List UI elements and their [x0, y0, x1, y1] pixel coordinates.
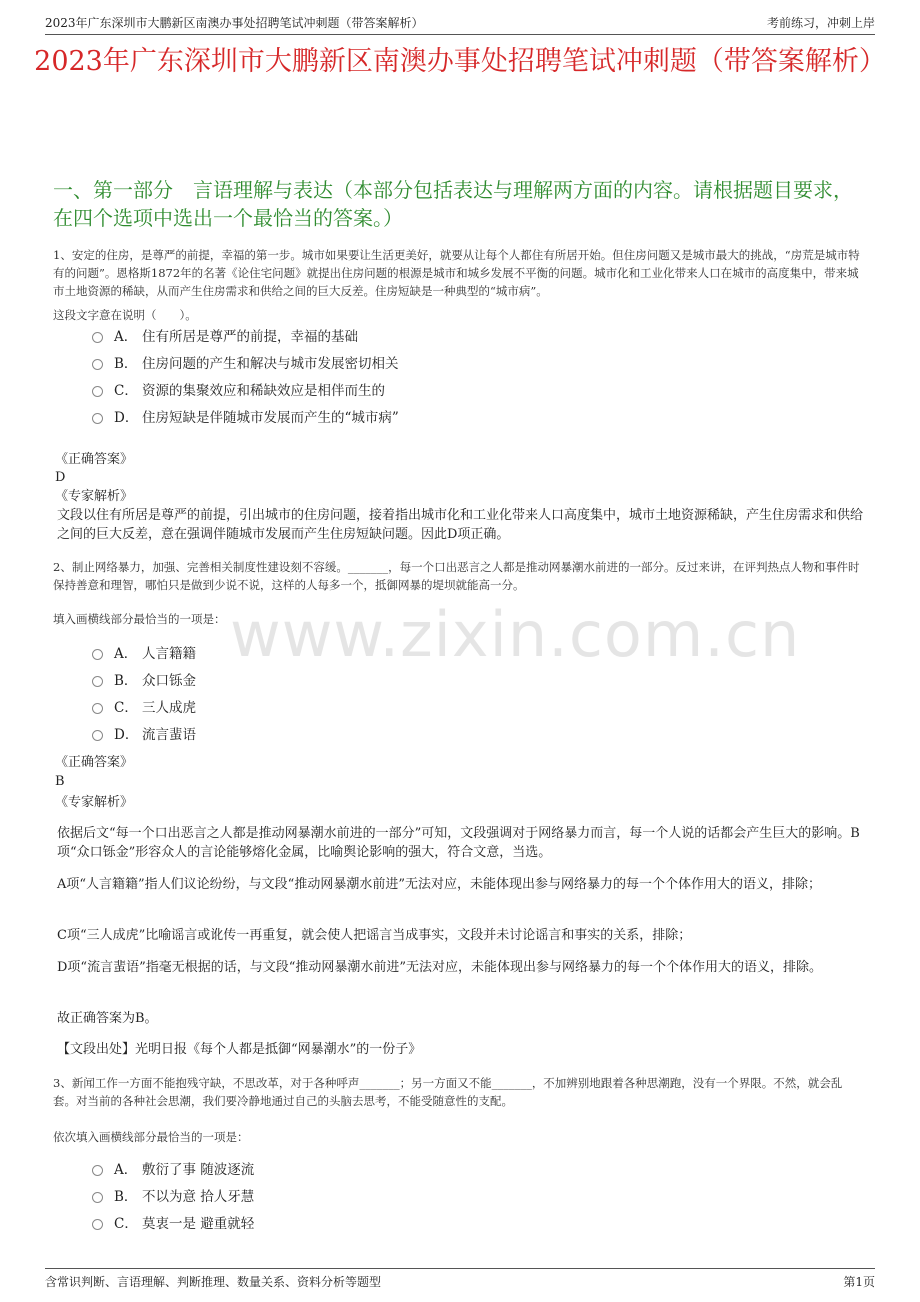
radio-icon[interactable]: [92, 730, 103, 741]
q1-stem: 1、安定的住房，是尊严的前提，幸福的第一步。城市如果要让生活更美好，就要从让每个人都住有所居开始。但住房问题又是城市最大的挑战，“房荒是城市特有的问题”。恩格斯1872年的名著《论住宅问题》就提出住房问题的根源是城市和城乡发展不平衡的问题。城市化和工业化带来人口在城市的高度集中，带来城市土地资源的稀缺，从而产生住房需求和供给之间的巨大反差。住房短缺是一种典型的“城市病”。: [53, 248, 860, 298]
option-text: 流言蜚语: [142, 727, 196, 743]
q2-stem: 2、制止网络暴力，加强、完善相关制度性建设刻不容缓。_______，每一个口出恶言之人都是推动网暴潮水前进的一部分。反过来讲，在评判热点人物和事件时保持善意和理智，哪怕只是做到少说不说，这样的人每多一个，抵御网暴的堤坝就能高一分。: [53, 560, 860, 592]
header-doc-title: 2023年广东深圳市大鹏新区南澳办事处招聘笔试冲刺题（带答案解析）: [45, 16, 424, 30]
page-header: [45, 12, 875, 35]
option-text: 住有所居是尊严的前提，幸福的基础: [142, 329, 358, 345]
radio-icon[interactable]: [92, 332, 103, 343]
radio-icon[interactable]: [92, 1219, 103, 1230]
option-letter: C．: [114, 1216, 138, 1232]
watermark: www.zixin.com.cn: [230, 598, 801, 671]
option-letter: C．: [114, 383, 138, 399]
radio-icon[interactable]: [92, 413, 103, 424]
q3-prompt: 依次填入画横线部分最恰当的一项是：: [53, 1130, 249, 1144]
q2-analysis-label: 《专家解析》: [55, 795, 134, 810]
option-letter: A．: [114, 329, 138, 345]
radio-icon[interactable]: [92, 649, 103, 660]
option-text: 三人成虎: [142, 700, 196, 716]
option-letter: B．: [114, 1189, 138, 1205]
q2-analysis-para: C项“三人成虎”比喻谣言或讹传一再重复，就会使人把谣言当成事实，文段并未讨论谣言和事实的关系，排除；: [57, 928, 692, 943]
option-letter: D．: [114, 727, 139, 743]
option-letter: A．: [114, 646, 138, 662]
option-text: 莫衷一是 避重就轻: [142, 1216, 255, 1232]
option-text: 住房问题的产生和解决与城市发展密切相关: [142, 356, 399, 372]
option-text: 住房短缺是伴随城市发展而产生的“城市病”: [142, 410, 399, 426]
document-title: 2023年广东深圳市大鹏新区南澳办事处招聘笔试冲刺题（带答案解析）: [34, 46, 886, 77]
q1-prompt: 这段文字意在说明（ ）。: [53, 308, 197, 322]
q2-analysis-para: D项“流言蜚语”指毫无根据的话，与文段“推动网暴潮水前进”无法对应，未能体现出参与网络暴力的每一个个体作用大的语义，排除。: [57, 960, 823, 975]
q2-source: 【文段出处】光明日报《每个人都是抵御“网暴潮水”的一份子》: [57, 1042, 422, 1057]
q2-prompt: 填入画横线部分最恰当的一项是：: [53, 612, 226, 626]
option-text: 人言籍籍: [142, 646, 196, 662]
option-letter: A．: [114, 1162, 138, 1178]
radio-icon[interactable]: [92, 359, 103, 370]
q1-answer: D: [55, 470, 66, 485]
q2-answer: B: [55, 774, 65, 789]
option-text: 资源的集聚效应和稀缺效应是相伴而生的: [142, 383, 385, 399]
option-letter: B．: [114, 673, 138, 689]
radio-icon[interactable]: [92, 386, 103, 397]
page-number: 第1页: [843, 1275, 875, 1289]
radio-icon[interactable]: [92, 676, 103, 687]
q2-analysis-para: 故正确答案为B。: [57, 1011, 158, 1026]
radio-icon[interactable]: [92, 1192, 103, 1203]
q1-answer-label: 《正确答案》: [55, 452, 134, 467]
page-footer: [45, 1268, 875, 1291]
q1-analysis: 文段以住有所居是尊严的前提，引出城市的住房问题，接着指出城市化和工业化带来人口高度集中，城市土地资源稀缺，产生住房需求和供给之间的巨大反差，意在强调伴随城市发展而产生住房短缺问题。因此D项正确。: [57, 508, 864, 542]
footer-note: 含常识判断、言语理解、判断推理、数量关系、资料分析等题型: [45, 1275, 382, 1289]
q3-stem: 3、新闻工作一方面不能抱残守缺，不思改革，对于各种呼声_______；另一方面又不能_______，不加辨别地跟着各种思潮跑，没有一个界限。不然，就会乱套。对当前的各种社会思潮，我们要冷静地通过自己的头脑去思考，不能受随意性的支配。: [53, 1076, 843, 1108]
q2-analysis-para: A项“人言籍籍”指人们议论纷纷，与文段“推动网暴潮水前进”无法对应，未能体现出参与网络暴力的每一个个体作用大的语义，排除；: [57, 877, 821, 892]
radio-icon[interactable]: [92, 703, 103, 714]
section-heading: 一、第一部分 言语理解与表达（本部分包括表达与理解两方面的内容。请根据题目要求，在四个选项中选出一个最恰当的答案。）: [53, 178, 853, 230]
option-letter: B．: [114, 356, 138, 372]
option-text: 敷衍了事 随波逐流: [142, 1162, 255, 1178]
option-text: 不以为意 拾人牙慧: [142, 1189, 255, 1205]
radio-icon[interactable]: [92, 1165, 103, 1176]
header-slogan: 考前练习，冲刺上岸: [766, 16, 875, 30]
option-text: 众口铄金: [142, 673, 196, 689]
q2-answer-label: 《正确答案》: [55, 755, 134, 770]
option-letter: D．: [114, 410, 139, 426]
option-letter: C．: [114, 700, 138, 716]
q2-analysis-para: 依据后文“每一个口出恶言之人都是推动网暴潮水前进的一部分”可知，文段强调对于网络暴力而言，每一个人说的话都会产生巨大的影响。B项“众口铄金”形容众人的言论能够熔化金属，比喻舆论影响的强大，符合文意，当选。: [57, 826, 860, 860]
q1-analysis-label: 《专家解析》: [55, 489, 134, 504]
